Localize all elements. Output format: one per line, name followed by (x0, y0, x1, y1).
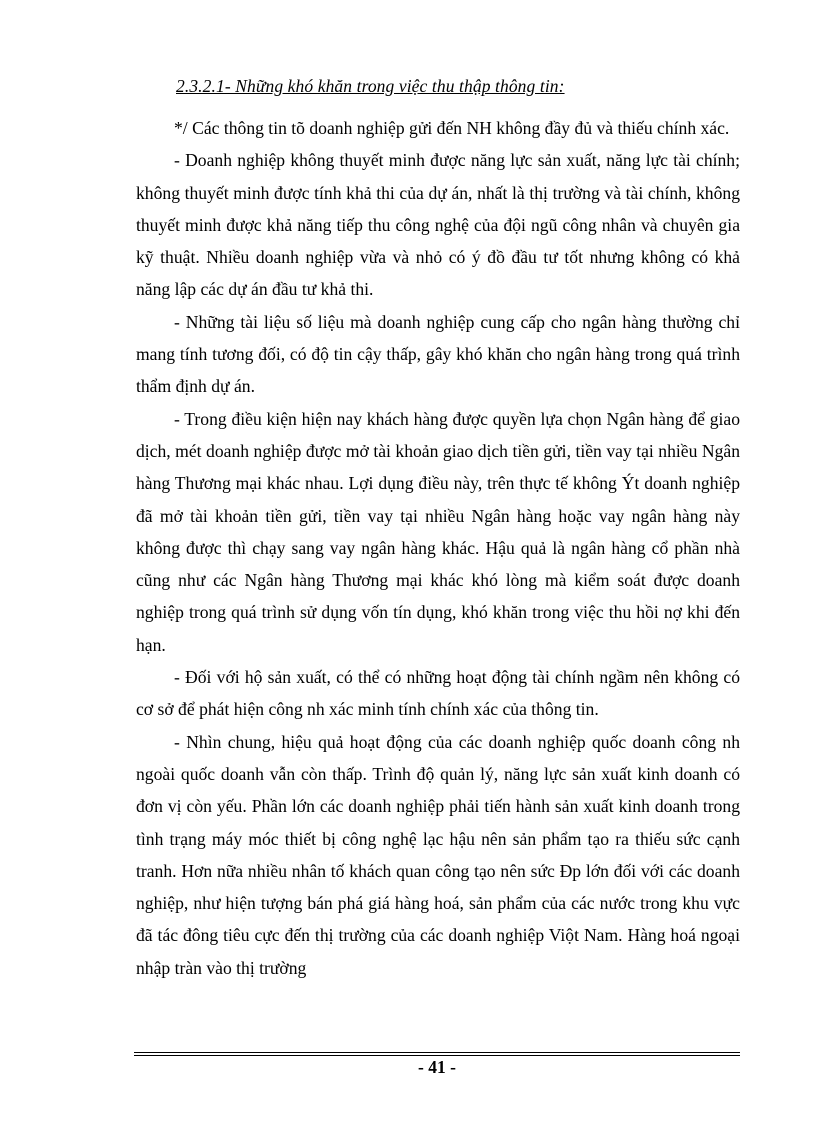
paragraph: - Đối với hộ sản xuất, có thể có những hoạt động tài chính ngầm nên không có cơ sở để phát hiện công nh xác minh tính chính xác của thông tin. (136, 667, 740, 720)
paragraph: */ Các thông tin tõ doanh nghiệp gửi đến NH không đầy đủ và thiếu chính xác. (174, 118, 730, 138)
paragraph: - Doanh nghiệp không thuyết minh được năng lực sản xuất, năng lực tài chính; không thuyết minh được tính khả thi của dự án, nhất là thị trường và tài chính, không thuyết minh được khả năng tiếp thu công nghệ của đội ngũ công nhân và chuyên gia kỹ thuật. Nhiều doanh nghiệp vừa và nhỏ có ý đồ đầu tư tốt nhưng không có khả năng lập các dự án đầu tư khả thi. (136, 150, 740, 300)
footer-divider (134, 1052, 740, 1053)
footer-divider (134, 1055, 740, 1056)
page-number: - 41 - (418, 1057, 456, 1077)
paragraph: - Những tài liệu số liệu mà doanh nghiệp cung cấp cho ngân hàng thường chỉ mang tính tương đối, có độ tin cậy thấp, gây khó khăn cho ngân hàng trong quá trình thẩm định dự án. (136, 311, 740, 397)
section-heading: 2.3.2.1- Những khó khăn trong việc thu thập thông tin: (176, 76, 565, 96)
paragraph: - Nhìn chung, hiệu quả hoạt động của các doanh nghiệp quốc doanh công nh ngoài quốc doanh vẫn còn thấp. Trình độ quản lý, năng lực sản xuất kinh doanh có đơn vị còn yếu. Phần lớn các doanh nghiệp phải tiến hành sản xuất kinh doanh trong tình trạng máy móc thiết bị công nghệ lạc hậu nên sản phẩm tạo ra thiếu sức cạnh tranh. Hơn nữa nhiều nhân tố khách quan công tạo nên sức Đp lớn đối với các doanh nghiệp, như hiện tượng bán phá giá hàng hoá, sản phẩm của các nước trong khu vực đã tác đông tiêu cực đến thị trường của các doanh nghiệp Viột Nam. Hàng hoá ngoại nhập tràn vào thị trường (136, 731, 740, 978)
paragraph: - Trong điều kiện hiện nay khách hàng được quyền lựa chọn Ngân hàng để giao dịch, mét doanh nghiệp được mở tài khoản giao dịch tiền gửi, tiền vay tại nhiều Ngân hàng Thương mại khác nhau. Lợi dụng điều này, trên thực tế không Ýt doanh nghiệp đã mở tài khoản tiền gửi, tiền vay tại nhiều Ngân hàng hoặc vay ngân hàng này không được thì chạy sang vay ngân hàng khác. Hậu quả là ngân hàng cổ phần nhà cũng như các Ngân hàng Thương mại khác khó lòng mà kiểm soát được doanh nghiệp trong quá trình sử dụng vốn tín dụng, khó khăn trong việc thu hồi nợ khi đến hạn. (136, 408, 740, 655)
body-text (136, 112, 740, 984)
